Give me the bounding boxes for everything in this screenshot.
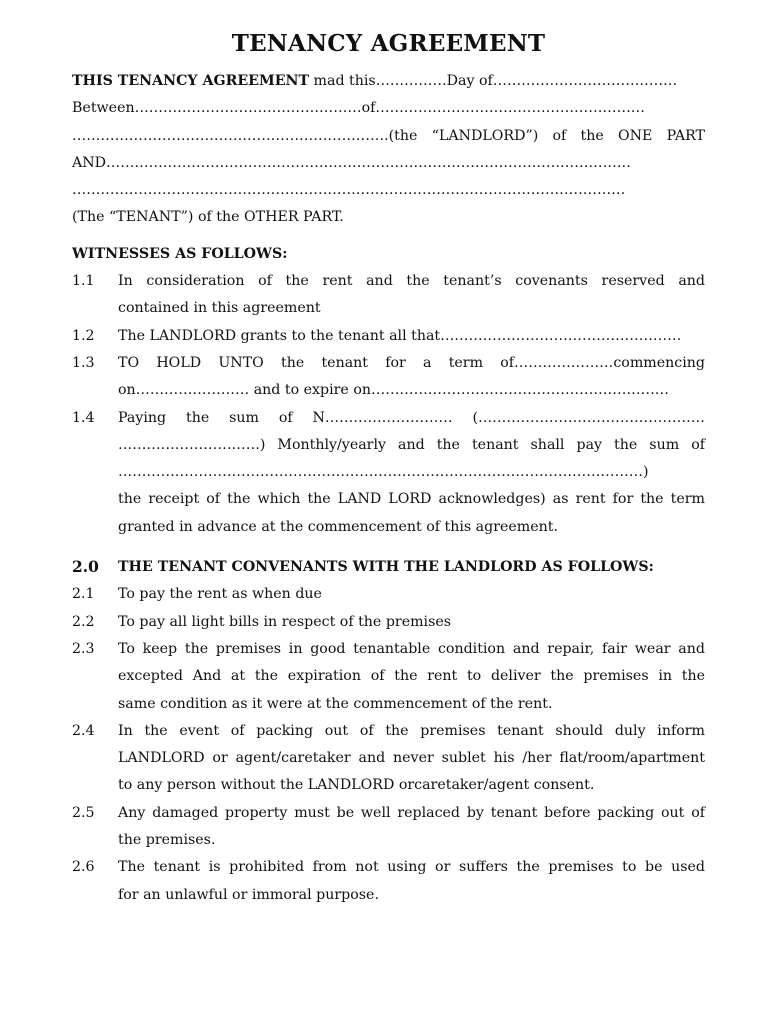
clause-number: 2.3 [72, 640, 95, 657]
clause-item [72, 323, 705, 350]
clause-number: 1.1 [72, 273, 95, 290]
clause-text [118, 718, 705, 800]
clause-item [72, 405, 705, 541]
clause-number: 1.4 [72, 409, 95, 426]
intro-line-3: ………………………………………………………….(the “LANDLORD”) of the ONE PART [72, 127, 705, 144]
intro-bold-lead: THIS TENANCY AGREEMENT [72, 73, 310, 89]
clause-line: the premises. [118, 832, 216, 849]
clause-text [118, 405, 705, 541]
clause-line: same condition as it were at the commencement of the rent. [118, 695, 553, 712]
clause-text [118, 854, 705, 909]
clause-item [72, 800, 705, 855]
clause-text [118, 268, 705, 323]
intro-line-2: Between…………………………………………of………………………………………………… [72, 100, 645, 117]
clause-item [72, 854, 705, 909]
clause-text [118, 581, 705, 608]
clause-line: granted in advance at the commencement of this agreement. [118, 518, 558, 535]
clause-text [118, 323, 705, 350]
clause-line: to any person without the LANDLORD orcaretaker/agent consent. [118, 777, 595, 794]
clause-line: TO HOLD UNTO the tenant for a term of…………………commencing [118, 354, 705, 371]
clause-line: In the event of packing out of the premises tenant should duly inform [118, 722, 705, 739]
clause-line: In consideration of the rent and the tenant’s covenants reserved and [118, 273, 705, 290]
clause-number: 2.5 [72, 804, 95, 821]
clause-line: To pay the rent as when due [118, 586, 322, 603]
clause-text [118, 636, 705, 718]
clause-line: LANDLORD or agent/caretaker and never sublet his /her flat/room/apartment [118, 750, 705, 767]
intro-line-5: ……………………………………………………………………………………………………… [72, 182, 626, 199]
clause-number: 1.2 [72, 327, 95, 344]
clause-line: on…………………… and to expire on……………………………………………………… [118, 382, 669, 399]
clause-line: excepted And at the expiration of the rent to deliver the premises in the [118, 668, 705, 685]
clause-line: the receipt of the which the LAND LORD acknowledges) as rent for the term [118, 491, 705, 508]
clause-line: Paying the sum of N……………………… (………………………………………… [118, 409, 705, 426]
clause-text [118, 609, 705, 636]
document-title: TENANCY AGREEMENT [231, 30, 546, 57]
clause-number: 2.6 [72, 859, 95, 876]
clause-number: 2.4 [72, 722, 95, 739]
section-2-heading [72, 554, 705, 581]
clause-line: …………………………………………………………………………………………………) [118, 464, 649, 481]
clause-item [72, 609, 705, 636]
clause-item [72, 350, 705, 405]
clause-number: 1.3 [72, 354, 95, 371]
clause-text [118, 350, 705, 405]
section-1-list [72, 268, 705, 541]
intro-line-1 [72, 68, 705, 95]
intro-line-6: (The “TENANT”) of the OTHER PART. [72, 209, 344, 226]
clause-number: 2.1 [72, 586, 95, 603]
clause-line: The LANDLORD grants to the tenant all that…………………………………………… [118, 327, 682, 344]
clause-text [118, 800, 705, 855]
clause-line: contained in this agreement [118, 300, 321, 317]
clause-line: …………………………) Monthly/yearly and the tenant shall pay the sum of [118, 436, 705, 453]
section-2-number: 2.0 [72, 558, 99, 577]
clause-line: Any damaged property must be well replaced by tenant before packing out of [118, 804, 705, 821]
clause-line: To pay all light bills in respect of the premises [118, 613, 452, 630]
intro-line-1-rest: mad this……………Day of………………………………… [309, 73, 678, 89]
clause-item [72, 636, 705, 718]
intro-line-4: AND………………………………………………………………………………………………… [72, 154, 631, 171]
clause-number: 2.2 [72, 613, 95, 630]
clause-line: The tenant is prohibited from not using or suffers the premises to be used [118, 859, 705, 876]
witnesses-heading: WITNESSES AS FOLLOWS: [72, 245, 288, 262]
clause-item [72, 581, 705, 608]
section-2-list [72, 581, 705, 909]
clause-line: To keep the premises in good tenantable condition and repair, fair wear and [118, 640, 705, 657]
clause-item [72, 718, 705, 800]
clause-line: for an unlawful or immoral purpose. [118, 886, 379, 903]
section-2-title: THE TENANT CONVENANTS WITH THE LANDLORD AS FOLLOWS: [118, 559, 654, 576]
clause-item [72, 268, 705, 323]
